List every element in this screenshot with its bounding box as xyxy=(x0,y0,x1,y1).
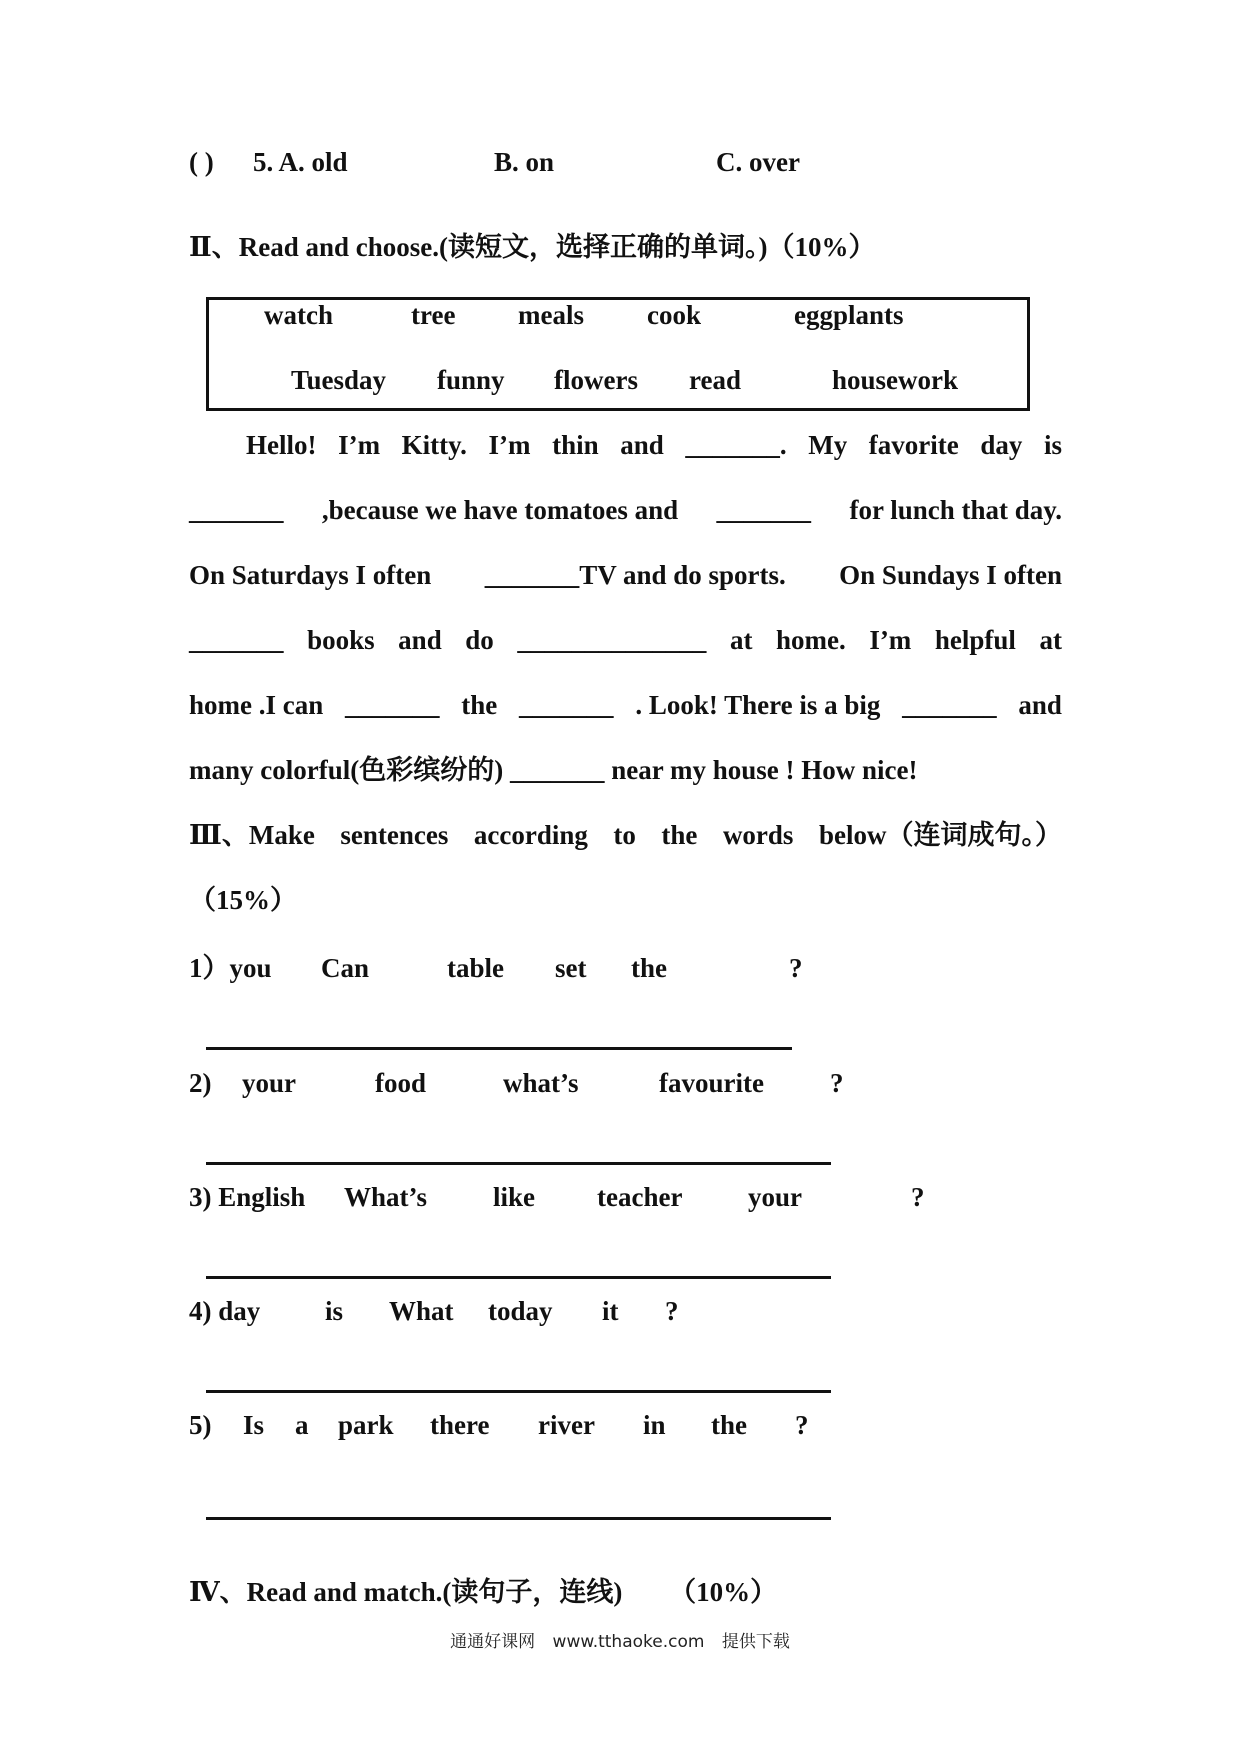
blank: _______ xyxy=(716,495,812,525)
scrambled-word: Is xyxy=(243,1410,265,1440)
scrambled-word: 3) English xyxy=(189,1182,306,1212)
passage-word: books xyxy=(307,625,375,655)
passage-line-6: many colorful(色彩缤纷的) _______ near my house ! How nice! xyxy=(189,755,918,785)
passage-word: and xyxy=(1018,690,1062,720)
scrambled-word: What’s xyxy=(344,1182,428,1212)
section-2-heading: Ⅱ、Read and choose.(读短文，选择正确的单词。)（10%） xyxy=(189,232,876,262)
passage-line-5 xyxy=(189,688,1062,722)
scrambled-word: river xyxy=(538,1410,595,1440)
passage-word: I’m xyxy=(488,430,531,460)
scrambled-word: park xyxy=(338,1410,394,1440)
word-bank-item: cook xyxy=(647,300,701,330)
section-4-heading xyxy=(189,1575,777,1609)
heading-word: the xyxy=(661,820,698,850)
blank: _______ xyxy=(902,690,997,720)
passage-text: ,because we have tomatoes and xyxy=(321,495,679,525)
scrambled-word: ? xyxy=(795,1410,809,1440)
footer-url[interactable]: www.tthaoke.com xyxy=(552,1632,705,1652)
scrambled-word: like xyxy=(493,1182,536,1212)
scrambled-word: What xyxy=(389,1296,454,1326)
heading-word: to xyxy=(613,820,636,850)
scrambled-word: is xyxy=(325,1296,344,1326)
answer-line xyxy=(206,1390,831,1393)
scrambled-word: set xyxy=(555,953,587,983)
scrambled-word: Can xyxy=(321,953,370,983)
scrambled-word: today xyxy=(488,1296,553,1326)
section-4-title: Ⅳ、Read and match.(读句子，连线) xyxy=(189,1577,623,1607)
blank: _______ xyxy=(189,625,284,655)
scrambled-word: it xyxy=(602,1296,619,1326)
word-bank-item: meals xyxy=(518,300,584,330)
blank: _______. xyxy=(685,430,787,460)
blank: ______________ xyxy=(517,625,707,655)
passage-line-4 xyxy=(189,623,1062,657)
passage-text: for lunch that day. xyxy=(849,495,1062,525)
passage-line-2 xyxy=(189,493,1062,527)
scrambled-word: favourite xyxy=(659,1068,764,1098)
passage-word: is xyxy=(1043,430,1062,460)
scrambled-word: ? xyxy=(665,1296,679,1326)
word-bank-item: read xyxy=(689,365,741,395)
section-4-percent: （10%） xyxy=(669,1577,778,1607)
passage-word: My xyxy=(808,430,848,460)
scrambled-word: your xyxy=(242,1068,296,1098)
passage-word: day xyxy=(980,430,1023,460)
heading-word: below（连词成句。） xyxy=(818,820,1062,850)
scrambled-word: ? xyxy=(911,1182,925,1212)
page-footer xyxy=(0,1627,1240,1652)
scrambled-word: in xyxy=(643,1410,666,1440)
blank: _______ xyxy=(189,495,284,525)
scrambled-word: the xyxy=(631,953,667,983)
passage-word: at xyxy=(729,625,753,655)
scrambled-word: your xyxy=(748,1182,802,1212)
heading-word: according xyxy=(473,820,588,850)
q5-option-a: 5. A. old xyxy=(253,147,348,177)
passage-word: favorite xyxy=(868,430,959,460)
scrambled-word: food xyxy=(375,1068,427,1098)
passage-line-3 xyxy=(189,558,1062,592)
passage-word: Hello! xyxy=(246,430,317,460)
passage-text: On Sundays I often xyxy=(839,560,1062,590)
footer-site-name: 通通好课网 xyxy=(450,1632,536,1652)
scrambled-word: 2) xyxy=(189,1068,212,1098)
scrambled-word: table xyxy=(447,953,504,983)
passage-word: I’m xyxy=(338,430,381,460)
passage-text: _______TV and do sports. xyxy=(484,560,786,590)
word-bank-item: tree xyxy=(411,300,456,330)
word-bank-item: funny xyxy=(437,365,505,395)
passage-word: Kitty. xyxy=(401,430,467,460)
passage-line-1 xyxy=(246,428,1062,462)
word-bank-item: watch xyxy=(264,300,333,330)
scrambled-word: ? xyxy=(830,1068,844,1098)
passage-word: at xyxy=(1039,625,1062,655)
q5-option-b: B. on xyxy=(494,147,555,177)
answer-line xyxy=(206,1517,831,1520)
scrambled-word: the xyxy=(711,1410,747,1440)
passage-word: and xyxy=(398,625,442,655)
section-3-heading xyxy=(189,818,1062,852)
answer-line xyxy=(206,1047,792,1050)
passage-word: I’m xyxy=(869,625,912,655)
passage-word: the xyxy=(461,690,498,720)
section-3-percent: （15%） xyxy=(189,885,297,915)
scrambled-word: 4) day xyxy=(189,1296,261,1326)
scrambled-word: there xyxy=(430,1410,490,1440)
heading-word: sentences xyxy=(340,820,449,850)
passage-word: home. xyxy=(776,625,846,655)
passage-word: and xyxy=(620,430,664,460)
answer-line xyxy=(206,1162,831,1165)
passage-text: On Saturdays I often xyxy=(189,560,432,590)
q5-option-c: C. over xyxy=(716,147,800,177)
scrambled-word: what’s xyxy=(503,1068,579,1098)
answer-paren: ( ) xyxy=(189,147,214,177)
passage-word: thin xyxy=(552,430,599,460)
blank: _______ xyxy=(519,690,614,720)
scrambled-word: teacher xyxy=(597,1182,683,1212)
word-bank-item: Tuesday xyxy=(291,365,387,395)
scrambled-word: a xyxy=(295,1410,309,1440)
blank: _______ xyxy=(345,690,440,720)
scrambled-word: ? xyxy=(789,953,803,983)
word-bank-item: flowers xyxy=(554,365,638,395)
scrambled-word: 5) xyxy=(189,1410,212,1440)
answer-line xyxy=(206,1276,831,1279)
heading-word: words xyxy=(722,820,794,850)
heading-word: Ⅲ、Make xyxy=(189,820,315,850)
passage-text: home .I can xyxy=(189,690,324,720)
word-bank-item: eggplants xyxy=(794,300,904,330)
passage-word: helpful xyxy=(934,625,1016,655)
passage-word: do xyxy=(465,625,494,655)
word-bank-item: housework xyxy=(832,365,959,395)
footer-suffix: 提供下载 xyxy=(721,1632,790,1652)
passage-text: . Look! There is a big xyxy=(635,690,881,720)
scrambled-word: 1）you xyxy=(189,953,272,983)
